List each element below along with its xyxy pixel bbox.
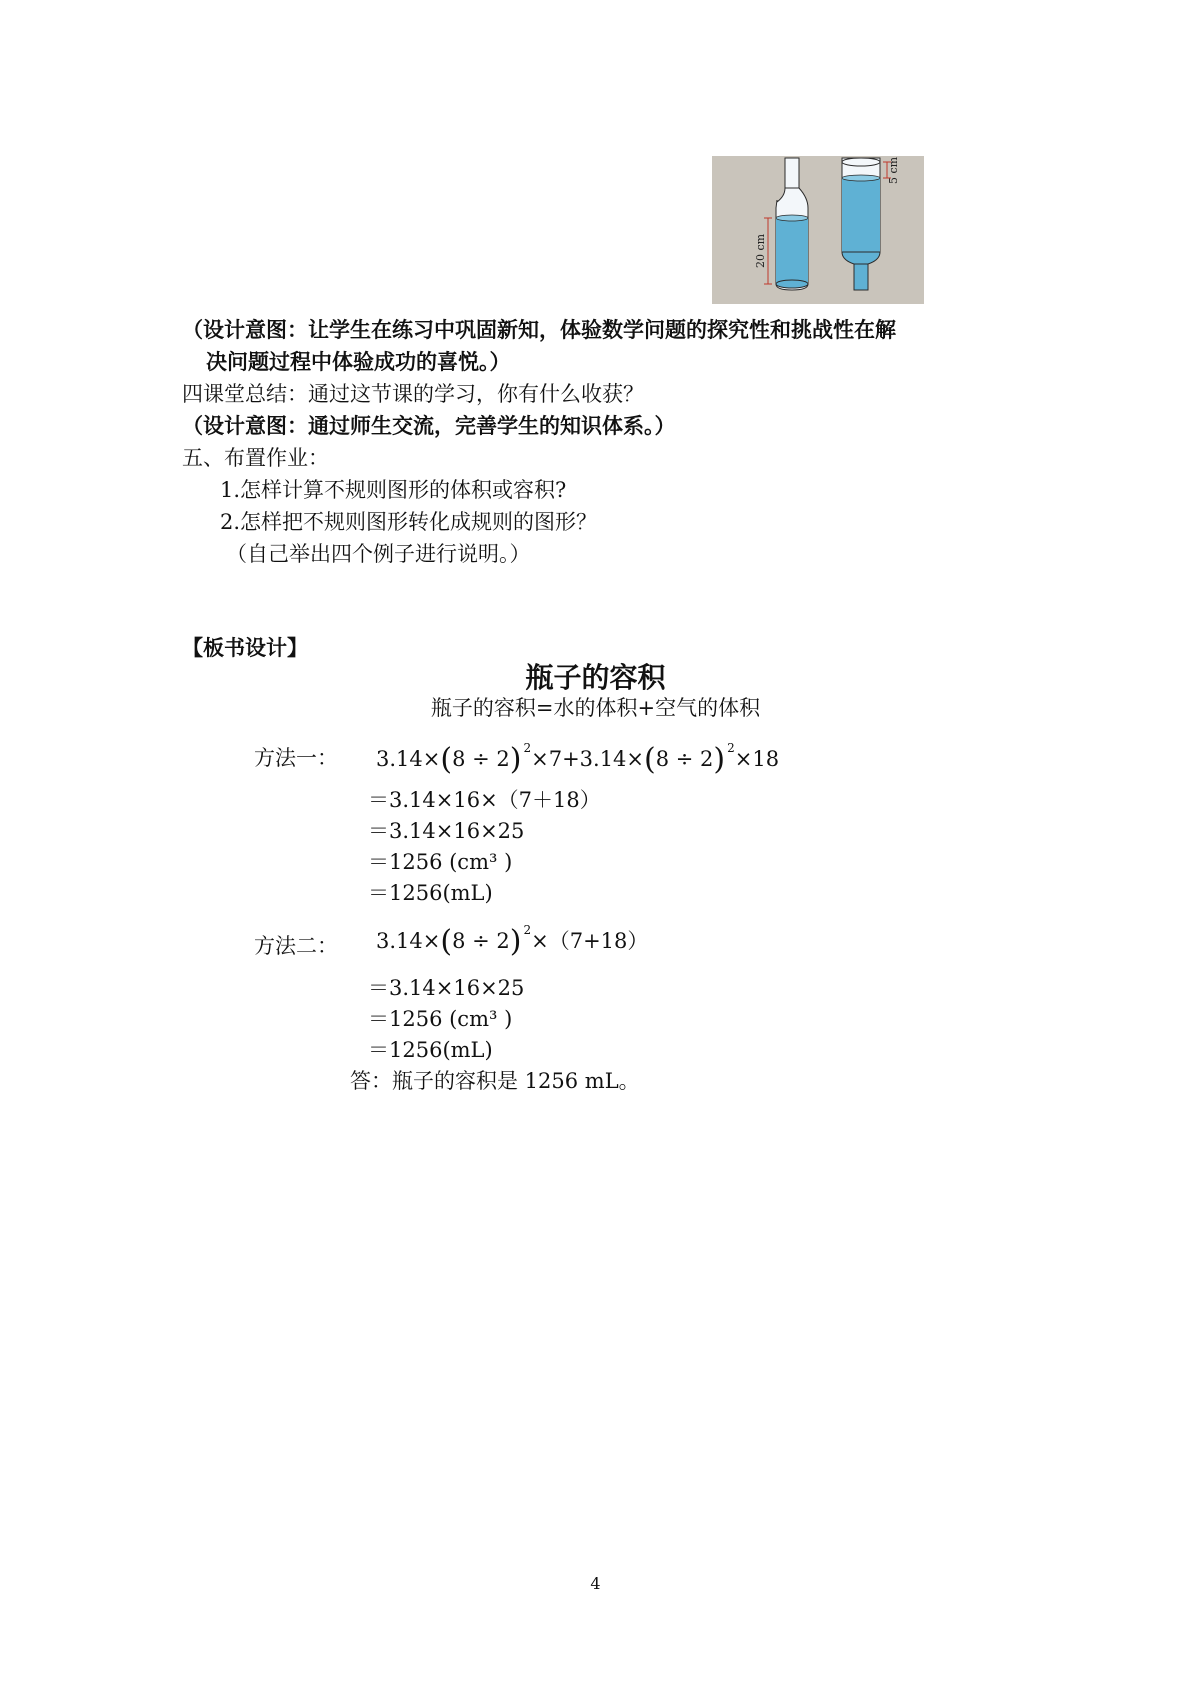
- method-1-step: ＝3.14×16×（7＋18）: [368, 788, 601, 812]
- formula-part: 8 ÷ 2: [655, 747, 714, 771]
- method-1-step: ＝3.14×16×25: [368, 819, 525, 843]
- left-dimension-label: 20 cm: [754, 233, 767, 268]
- bottle-figure: [712, 156, 924, 304]
- homework-note: （自己举出四个例子进行说明。）: [226, 542, 531, 566]
- method-2-step: ＝1256(mL): [368, 1038, 493, 1062]
- board-heading: 【板书设计】: [182, 635, 308, 660]
- method-1-formula: [376, 734, 780, 777]
- method-2-formula: [376, 916, 649, 959]
- board-equation: 瓶子的容积=水的体积+空气的体积: [430, 696, 761, 720]
- method-2-step: ＝1256 (cm³ ): [368, 1007, 513, 1031]
- formula-part: 8 ÷ 2: [452, 929, 510, 953]
- homework-heading: 五、布置作业：: [182, 446, 329, 470]
- homework-item-1: 1.怎样计算不规则图形的体积或容积?: [220, 478, 567, 502]
- design-intent-1-line1: （设计意图：让学生在练习中巩固新知，体验数学问题的探究性和挑战性在解: [182, 317, 896, 342]
- formula-part: ×18: [734, 747, 780, 771]
- formula-part: ×（7+18）: [531, 929, 649, 953]
- page-number: 4: [590, 1574, 601, 1593]
- method-2-step: ＝3.14×16×25: [368, 976, 525, 1000]
- exponent: 2: [727, 741, 735, 755]
- homework-item-2: 2.怎样把不规则图形转化成规则的图形？: [220, 510, 598, 534]
- close-paren: ): [509, 924, 522, 959]
- board-title: 瓶子的容积: [525, 661, 666, 694]
- right-bottle: [842, 158, 891, 290]
- open-paren: (: [644, 742, 656, 777]
- open-paren: (: [440, 924, 453, 959]
- close-paren: ): [713, 742, 726, 777]
- class-summary: 四课堂总结：通过这节课的学习，你有什么收获？: [182, 382, 644, 406]
- method-1-step: ＝1256 (cm³ ): [368, 850, 513, 874]
- formula-part: 3.14×: [376, 929, 441, 953]
- method-1-label: 方法一：: [254, 746, 338, 770]
- design-intent-1-line2: 决问题过程中体验成功的喜悦。）: [206, 349, 511, 374]
- design-intent-2: （设计意图：通过师生交流，完善学生的知识体系。）: [182, 413, 676, 438]
- exponent: 2: [523, 923, 532, 937]
- exponent: 2: [523, 741, 532, 755]
- formula-part: ×7+3.14×: [531, 747, 645, 771]
- close-paren: ): [509, 742, 522, 777]
- method-2-label: 方法二：: [254, 934, 338, 958]
- answer: 答：瓶子的容积是 1256 mL。: [350, 1069, 640, 1093]
- open-paren: (: [440, 742, 453, 777]
- left-bottle: [764, 158, 808, 290]
- bottles-illustration: [712, 156, 924, 304]
- formula-part: 3.14×: [376, 747, 441, 771]
- method-1-step: ＝1256(mL): [368, 881, 493, 905]
- formula-part: 8 ÷ 2: [452, 747, 510, 771]
- right-dimension-label: 5 cm: [887, 156, 900, 184]
